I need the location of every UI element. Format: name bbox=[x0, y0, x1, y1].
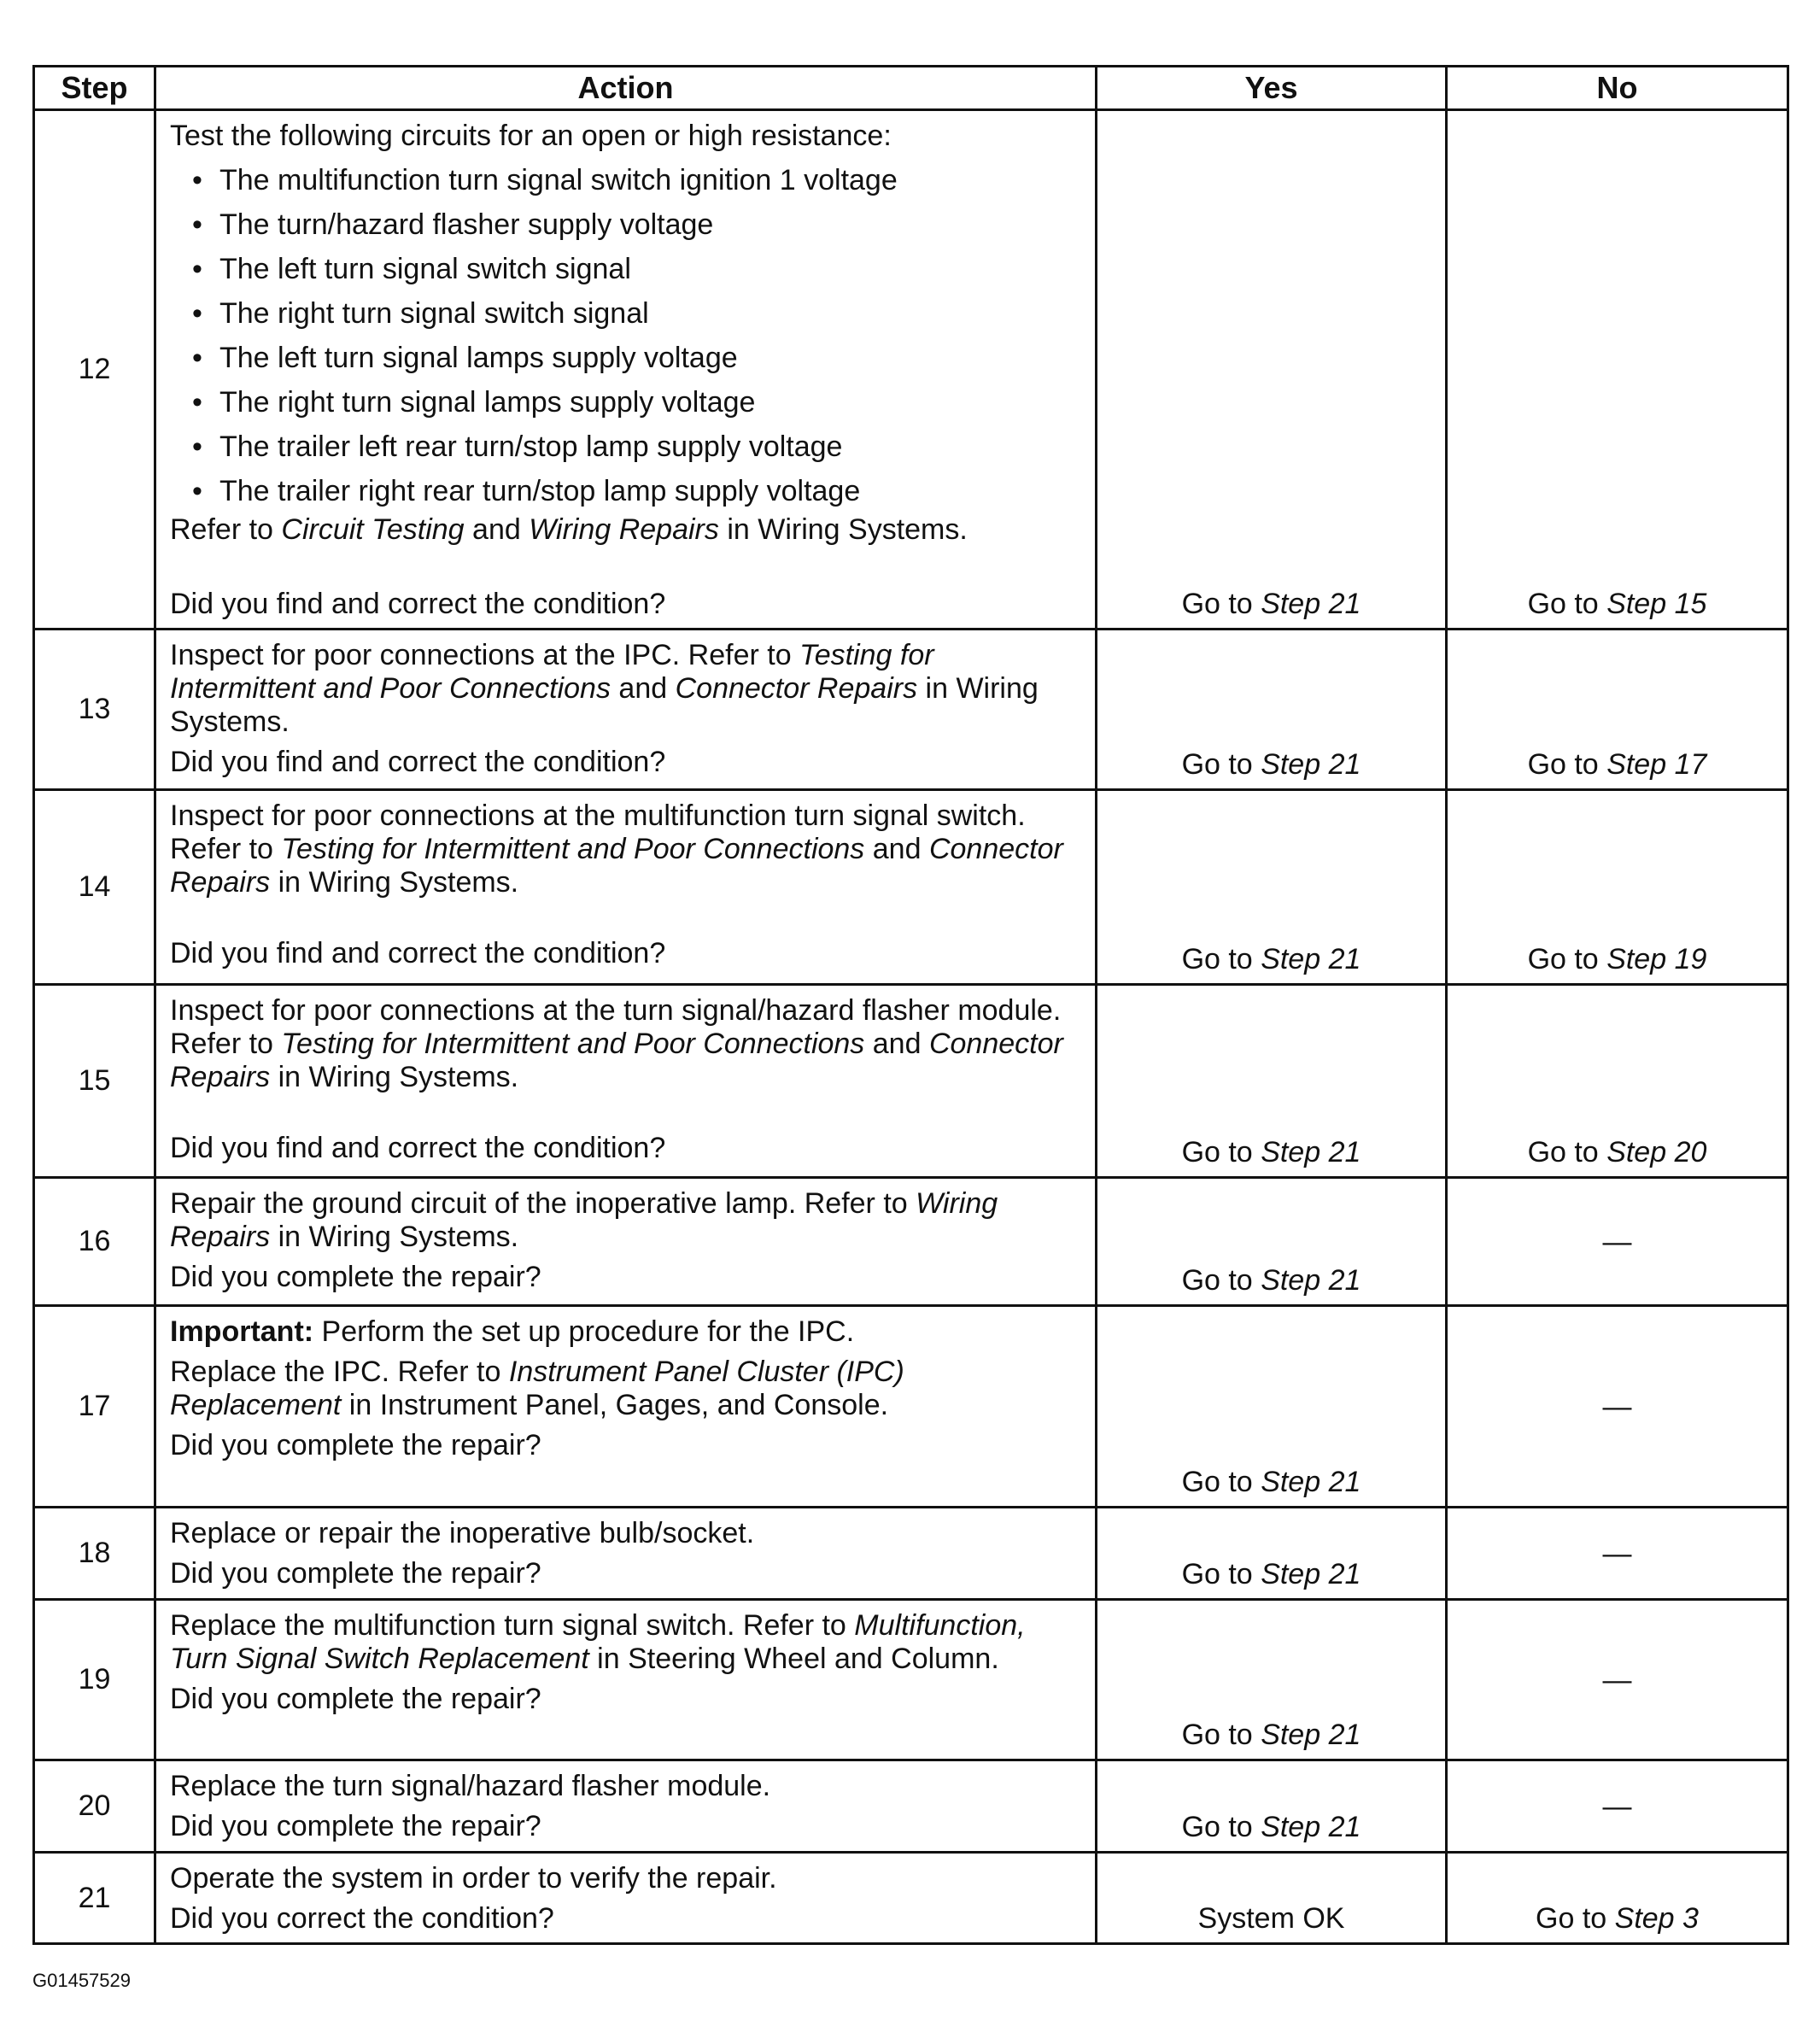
reference-link[interactable]: Wiring Repairs bbox=[170, 1187, 998, 1253]
action-question: Did you complete the repair? bbox=[170, 1261, 541, 1293]
action-cell bbox=[155, 790, 1097, 985]
table-row-step-13 bbox=[34, 630, 1788, 790]
step-number: 17 bbox=[34, 1306, 155, 1508]
step-link[interactable]: Step 21 bbox=[1261, 588, 1361, 620]
action-cell bbox=[155, 1508, 1097, 1600]
reference-link[interactable]: Circuit Testing bbox=[281, 513, 465, 546]
reference-link[interactable]: Testing for Intermittent and Poor Connections bbox=[170, 639, 934, 705]
step-link[interactable]: Step 21 bbox=[1261, 1811, 1361, 1843]
action-question: Did you find and correct the condition? bbox=[170, 746, 666, 778]
step-number: 14 bbox=[34, 790, 155, 985]
table-row-step-20 bbox=[34, 1760, 1788, 1853]
diagnostic-table-container bbox=[32, 65, 1787, 1945]
yes-cell: System OK bbox=[1097, 1853, 1447, 1944]
action-text: Replace the turn signal/hazard flasher module. bbox=[170, 1770, 771, 1802]
action-question: Did you correct the condition? bbox=[170, 1902, 554, 1935]
step-number: 12 bbox=[34, 110, 155, 630]
yes-cell: Go to Step 21 bbox=[1097, 1600, 1447, 1760]
action-question: Did you complete the repair? bbox=[170, 1683, 541, 1715]
step-link[interactable]: Step 17 bbox=[1606, 748, 1707, 781]
step-number: 19 bbox=[34, 1600, 155, 1760]
action-cell bbox=[155, 110, 1097, 630]
circuit-list bbox=[170, 158, 1081, 513]
yes-cell: Go to Step 21 bbox=[1097, 1306, 1447, 1508]
no-cell: Go to Step 17 bbox=[1447, 630, 1788, 790]
yes-cell: Go to Step 21 bbox=[1097, 985, 1447, 1178]
no-cell: Go to Step 15 bbox=[1447, 110, 1788, 630]
step-link[interactable]: Step 21 bbox=[1261, 1719, 1361, 1751]
table-row-step-15 bbox=[34, 985, 1788, 1178]
table-row-step-19 bbox=[34, 1600, 1788, 1760]
yes-cell: Go to Step 21 bbox=[1097, 790, 1447, 985]
no-cell: — bbox=[1447, 1178, 1788, 1306]
table-row-step-16 bbox=[34, 1178, 1788, 1306]
step-link[interactable]: Step 20 bbox=[1606, 1136, 1707, 1168]
action-question: Did you find and correct the condition? bbox=[170, 588, 666, 620]
table-row-step-17 bbox=[34, 1306, 1788, 1508]
header-action: Action bbox=[155, 67, 1097, 110]
step-link[interactable]: Step 21 bbox=[1261, 943, 1361, 975]
step-number: 16 bbox=[34, 1178, 155, 1306]
action-text: Replace the multifunction turn signal switch. Refer to Multifunction, Turn Signal Switch Replacement in Steering Wheel and Column. bbox=[170, 1609, 1026, 1675]
reference-link[interactable]: Instrument Panel Cluster (IPC) Replacement bbox=[170, 1356, 904, 1421]
reference-link[interactable]: Connector Repairs bbox=[170, 833, 1063, 899]
step-link[interactable]: Step 3 bbox=[1614, 1902, 1699, 1935]
step-link[interactable]: Step 21 bbox=[1261, 748, 1361, 781]
action-question: Did you find and correct the condition? bbox=[170, 1132, 666, 1164]
step-link[interactable]: Step 21 bbox=[1261, 1466, 1361, 1498]
step-link[interactable]: Step 19 bbox=[1606, 943, 1707, 975]
list-item: • The trailer left rear turn/stop lamp supply voltage bbox=[219, 425, 1081, 469]
action-question: Did you complete the repair? bbox=[170, 1810, 541, 1842]
list-item: • The multifunction turn signal switch ignition 1 voltage bbox=[219, 158, 1081, 202]
action-question: Did you find and correct the condition? bbox=[170, 937, 666, 969]
step-link[interactable]: Step 21 bbox=[1261, 1264, 1361, 1297]
reference-link[interactable]: Connector Repairs bbox=[170, 1028, 1063, 1093]
reference-link[interactable]: Connector Repairs bbox=[675, 672, 918, 705]
list-item: • The left turn signal switch signal bbox=[219, 247, 1081, 291]
list-item: • The turn/hazard flasher supply voltage bbox=[219, 202, 1081, 247]
action-text: Replace the IPC. Refer to Instrument Panel Cluster (IPC) Replacement in Instrument Panel, Gages, and Console. bbox=[170, 1356, 904, 1421]
action-text: Inspect for poor connections at the multifunction turn signal switch. Refer to Testing for Intermittent and Poor Connections and Connector Repairs in Wiring Systems. bbox=[170, 799, 1063, 899]
action-cell bbox=[155, 1853, 1097, 1944]
action-question: Did you complete the repair? bbox=[170, 1557, 541, 1590]
diagnostic-table bbox=[32, 65, 1789, 1945]
step-link[interactable]: Step 21 bbox=[1261, 1558, 1361, 1590]
header-no: No bbox=[1447, 67, 1788, 110]
action-text: Inspect for poor connections at the IPC. Refer to Testing for Intermittent and Poor Connections and Connector Repairs in Wiring Systems. bbox=[170, 639, 1039, 738]
reference-link[interactable]: Wiring Repairs bbox=[529, 513, 719, 546]
step-link[interactable]: Step 21 bbox=[1261, 1136, 1361, 1168]
action-cell bbox=[155, 985, 1097, 1178]
important-note: Important: Perform the set up procedure for the IPC. bbox=[170, 1315, 855, 1348]
important-label: Important: bbox=[170, 1315, 314, 1348]
table-row-step-18 bbox=[34, 1508, 1788, 1600]
action-text: Replace or repair the inoperative bulb/socket. bbox=[170, 1517, 755, 1549]
no-cell: — bbox=[1447, 1600, 1788, 1760]
table-row-step-14 bbox=[34, 790, 1788, 985]
action-intro: Test the following circuits for an open or high resistance: bbox=[170, 120, 892, 152]
action-cell bbox=[155, 1760, 1097, 1853]
table-row-step-12 bbox=[34, 110, 1788, 630]
step-number: 15 bbox=[34, 985, 155, 1178]
action-cell bbox=[155, 1600, 1097, 1760]
yes-cell: Go to Step 21 bbox=[1097, 630, 1447, 790]
action-question: Did you complete the repair? bbox=[170, 1429, 541, 1461]
step-number: 13 bbox=[34, 630, 155, 790]
no-cell: — bbox=[1447, 1508, 1788, 1600]
table-row-step-21 bbox=[34, 1853, 1788, 1944]
table-header-row bbox=[34, 67, 1788, 110]
reference-link[interactable]: Multifunction, Turn Signal Switch Replacement bbox=[170, 1609, 1026, 1675]
yes-cell: Go to Step 21 bbox=[1097, 1508, 1447, 1600]
action-text: Inspect for poor connections at the turn signal/hazard flasher module. Refer to Testing for Intermittent and Poor Connections and Connector Repairs in Wiring Systems. bbox=[170, 994, 1063, 1093]
list-item: • The right turn signal switch signal bbox=[219, 291, 1081, 336]
no-cell: Go to Step 19 bbox=[1447, 790, 1788, 985]
no-cell: — bbox=[1447, 1306, 1788, 1508]
step-link[interactable]: Step 15 bbox=[1606, 588, 1707, 620]
yes-cell: Go to Step 21 bbox=[1097, 1760, 1447, 1853]
list-item: • The left turn signal lamps supply voltage bbox=[219, 336, 1081, 380]
action-cell bbox=[155, 630, 1097, 790]
reference-link[interactable]: Testing for Intermittent and Poor Connections bbox=[281, 833, 865, 865]
header-yes: Yes bbox=[1097, 67, 1447, 110]
step-number: 20 bbox=[34, 1760, 155, 1853]
list-item: • The right turn signal lamps supply voltage bbox=[219, 380, 1081, 425]
reference-link[interactable]: Testing for Intermittent and Poor Connections bbox=[281, 1028, 865, 1060]
action-text: Repair the ground circuit of the inoperative lamp. Refer to Wiring Repairs in Wiring Systems. bbox=[170, 1187, 998, 1253]
figure-id: G01457529 bbox=[32, 1970, 131, 1991]
header-step: Step bbox=[34, 67, 155, 110]
no-cell: Go to Step 20 bbox=[1447, 985, 1788, 1178]
step-number: 21 bbox=[34, 1853, 155, 1944]
no-cell: — bbox=[1447, 1760, 1788, 1853]
action-cell bbox=[155, 1306, 1097, 1508]
no-cell: Go to Step 3 bbox=[1447, 1853, 1788, 1944]
yes-cell: Go to Step 21 bbox=[1097, 110, 1447, 630]
action-text: Operate the system in order to verify the repair. bbox=[170, 1862, 777, 1895]
list-item: • The trailer right rear turn/stop lamp supply voltage bbox=[219, 469, 1081, 513]
step-number: 18 bbox=[34, 1508, 155, 1600]
action-reference: Refer to Circuit Testing and Wiring Repairs in Wiring Systems. bbox=[170, 513, 968, 546]
action-cell bbox=[155, 1178, 1097, 1306]
yes-cell: Go to Step 21 bbox=[1097, 1178, 1447, 1306]
